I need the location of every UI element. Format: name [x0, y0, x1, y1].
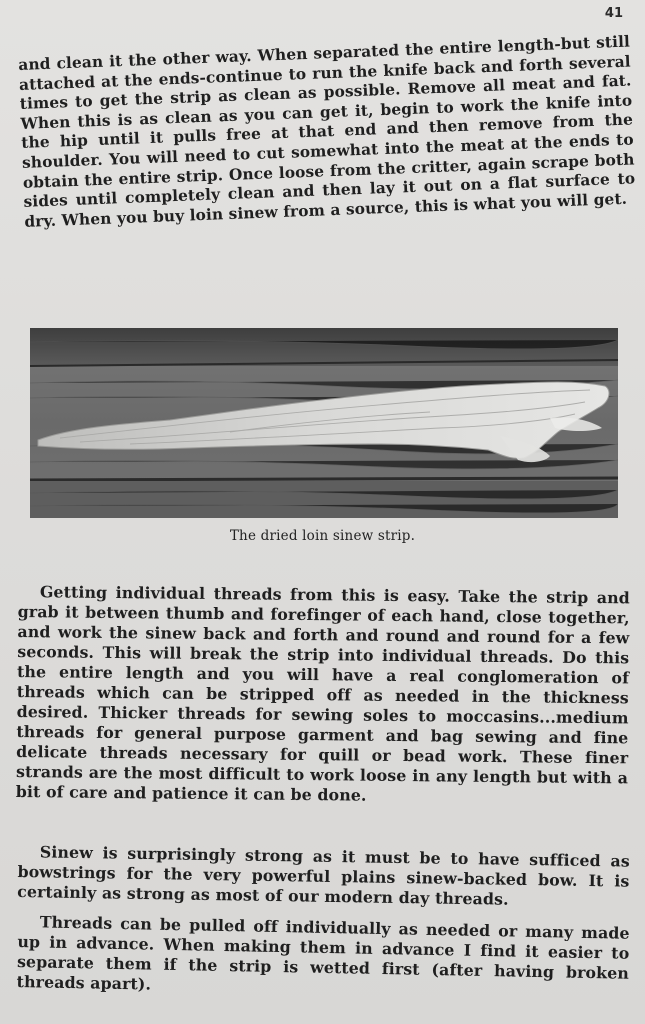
paragraph-sinew-strength: Sinew is surprisingly strong as it must be to have sufficed as bowstrings for the very powerful plains sinew-backed bow. It is certainly as strong as most of our modern day threads. — [17, 842, 630, 909]
paragraph-loin-cleaning: and clean it the other way. When separated the entire length-but still attached at the ends-continue to run the knife back and forth several times to get the strip as clean as possible. Remove all meat and fat. When this is as clean as you can get it, begin to work the knife into the hip until it pulls free at that end and then remove from the shoulder. You will need to cut somewhat into the meat at the ends to obtain the entire strip. Once loose from the critter, again scrape both sides until completely clean and then lay it out on a flat surface to dry. When you buy loin sinew from a source, this is what you will get. — [18, 32, 636, 231]
sinew-strip-photo — [30, 328, 618, 518]
paragraph-making-threads: Threads can be pulled off individually as needed or many made up in advance. When making them in advance I find it easier to separate them if the strip is wetted first (after having broken threads apart). — [16, 912, 630, 994]
photo-caption: The dried loin sinew strip. — [229, 528, 416, 544]
paragraph-getting-threads: Getting individual threads from this is easy. Take the strip and grab it between thumb and forefinger of each hand, close together, and work the sinew back and forth and round and round for a few seconds. This will break the strip into individual threads. Do this the entire length and you will have a real conglomeration of threads which can be stripped off as needed in the thickness desired. Thicker threads for sewing soles to moccasins...medium threads for general purpose garment and bag sewing and fine delicate threads necessary for quill or bead work. These finer strands are the most difficult to work loose in any length but with a bit of care and patience it can be done. — [15, 582, 630, 805]
page-number: 41 — [604, 6, 623, 21]
